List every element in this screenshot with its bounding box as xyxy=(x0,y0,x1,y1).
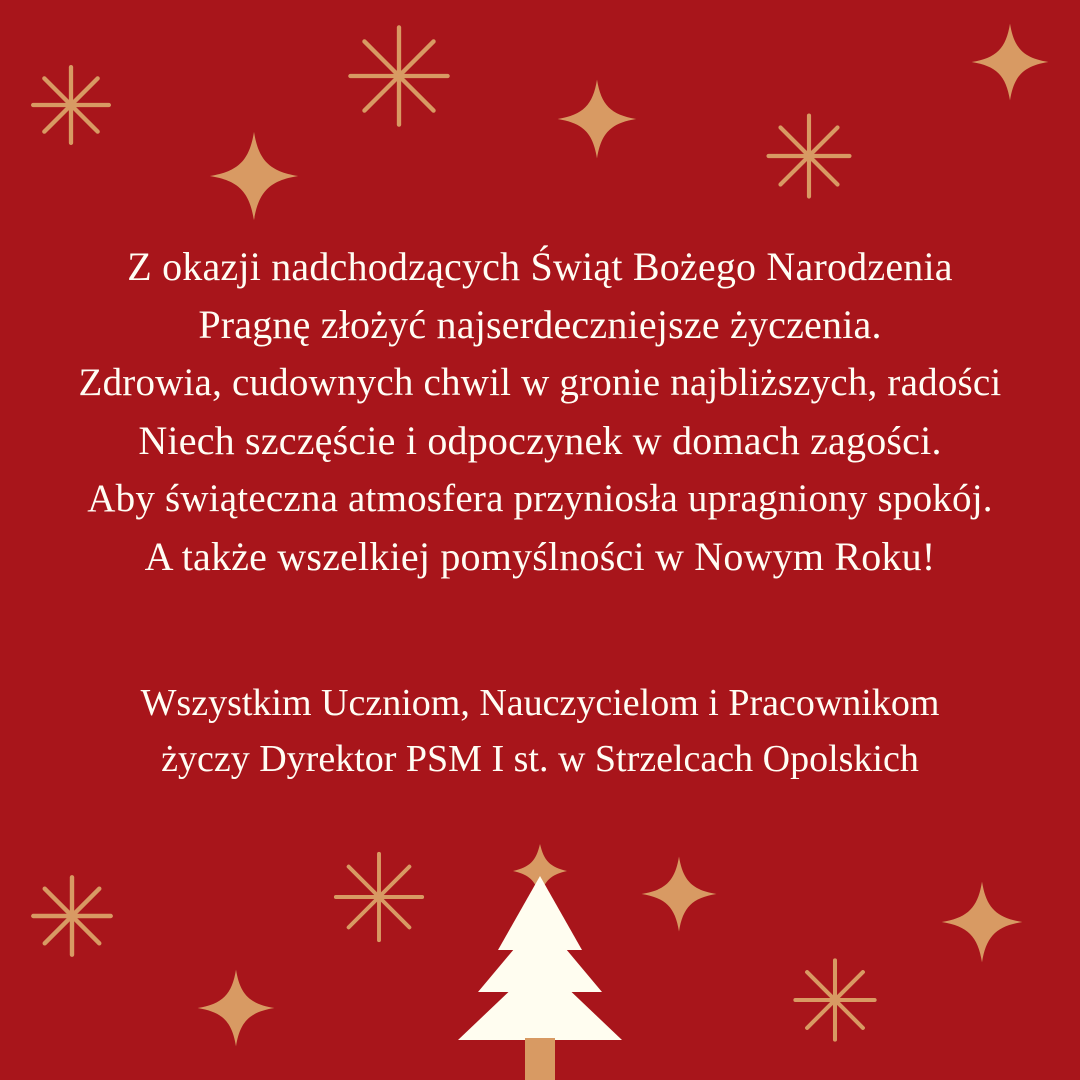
message-line: A także wszelkiej pomyślności w Nowym Roku! xyxy=(144,534,936,579)
snowflake-icon xyxy=(763,110,855,202)
message-line: Niech szczęście i odpoczynek w domach zagości. xyxy=(138,418,942,463)
snowflake-icon xyxy=(28,62,114,148)
sparkle-icon xyxy=(208,130,300,222)
greeting-message xyxy=(0,238,1080,586)
snowflake-icon xyxy=(28,872,116,960)
signature-line: Wszystkim Uczniom, Nauczycielom i Pracownikom xyxy=(140,682,940,724)
message-line: Aby świąteczna atmosfera przyniosła upragniony spokój. xyxy=(87,477,993,520)
christmas-tree-icon xyxy=(430,840,650,1080)
snowflake-icon xyxy=(345,22,453,130)
sparkle-icon xyxy=(556,78,638,160)
signature-line: życzy Dyrektor PSM I st. w Strzelcach Opolskich xyxy=(161,738,919,780)
sparkle-icon xyxy=(970,22,1050,102)
message-line: Z okazji nadchodzących Świąt Bożego Narodzenia xyxy=(127,244,953,289)
snowflake-icon xyxy=(790,955,880,1045)
message-line: Zdrowia, cudownych chwil w gronie najbliższych, radości xyxy=(78,361,1002,404)
signature-block xyxy=(0,675,1080,787)
snowflake-icon xyxy=(330,848,428,946)
message-line: Pragnę złożyć najserdeczniejsze życzenia. xyxy=(198,302,882,347)
sparkle-icon xyxy=(640,855,718,933)
sparkle-icon xyxy=(196,968,276,1048)
sparkle-icon xyxy=(940,880,1024,964)
